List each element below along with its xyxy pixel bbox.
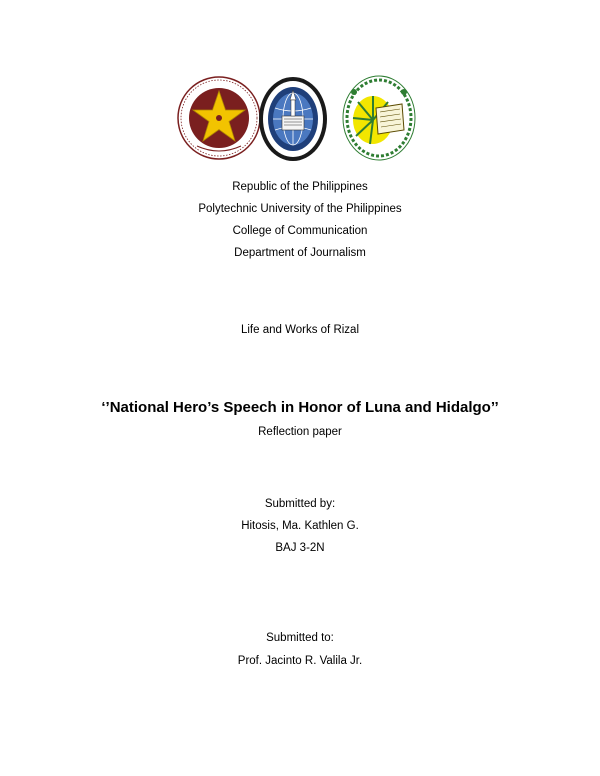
paper-title: ‘’National Hero’s Speech in Honor of Luna and Hidalgo’’	[101, 399, 499, 416]
submitted-by-section: BAJ 3-2N	[275, 542, 325, 554]
university-line: Polytechnic University of the Philippines	[198, 203, 402, 215]
logo-row	[0, 76, 600, 164]
department-of-journalism-logo	[340, 74, 418, 162]
pup-seal-logo	[177, 76, 261, 160]
submitted-by-label: Submitted by:	[264, 498, 336, 510]
course-title: Life and Works of Rizal	[240, 324, 360, 336]
republic-line: Republic of the Philippines	[232, 181, 368, 193]
submitted-to-name: Prof. Jacinto R. Valila Jr.	[237, 655, 363, 667]
paper-subtitle: Reflection paper	[258, 426, 342, 438]
submitted-by-name: Hitosis, Ma. Kathlen G.	[241, 520, 359, 532]
college-line: College of Communication	[232, 225, 368, 237]
department-line: Department of Journalism	[234, 247, 366, 259]
college-of-communication-logo	[258, 76, 328, 162]
submitted-to-label: Submitted to:	[266, 632, 334, 644]
